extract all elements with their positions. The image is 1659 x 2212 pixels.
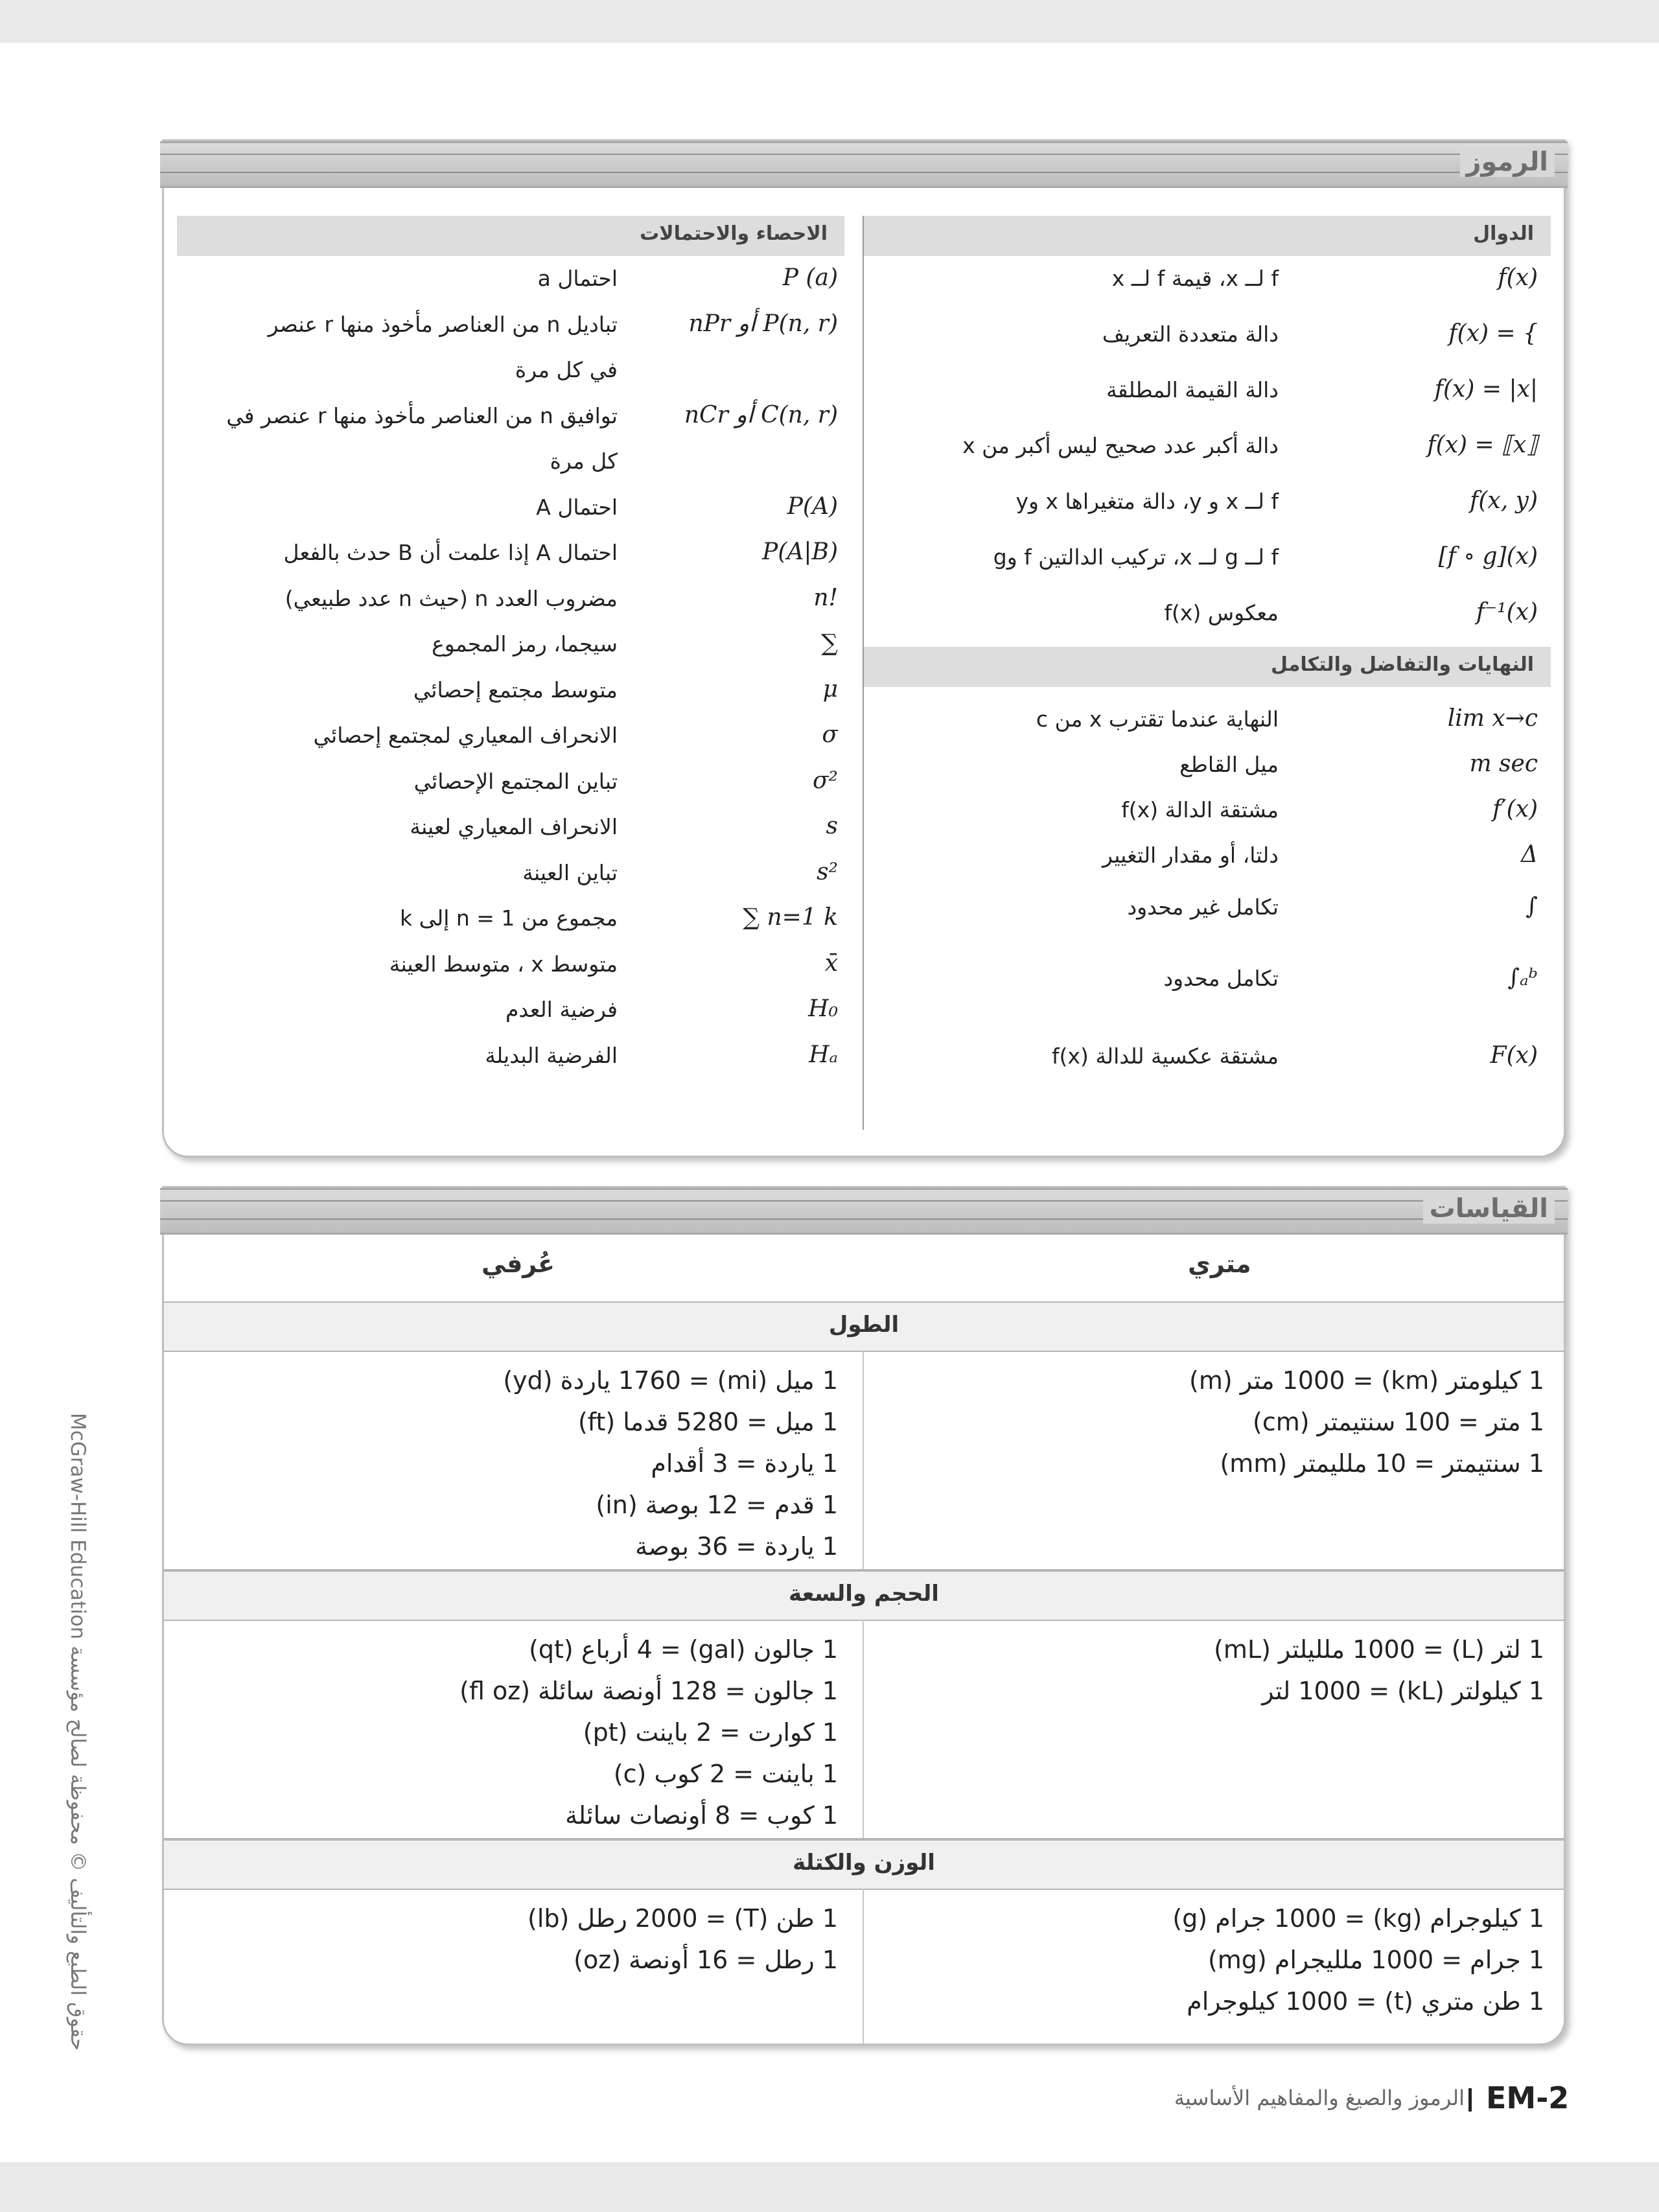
statistics-symbol: s <box>826 813 838 839</box>
calculus-description: دلتا، أو مقدار التغيير <box>1102 843 1279 868</box>
calculus-symbol: F(x) <box>1490 1042 1538 1069</box>
customary-line: 1 كوب = 8 أونصات سائلة <box>565 1801 838 1830</box>
customary-line: 1 ميل (mi) = 1760 ياردة (yd) <box>503 1366 838 1395</box>
statistics-description: الانحراف المعياري لعينة <box>410 814 618 839</box>
customary-line: 1 ياردة = 3 أقدام <box>651 1449 838 1478</box>
function-symbol: f(x) = ⟦x⟧ <box>1427 432 1538 458</box>
metric-line: 1 كيلوجرام (kg) = 1000 جرام (g) <box>1172 1904 1544 1933</box>
statistics-description: الانحراف المعياري لمجتمع إحصائي <box>313 723 618 748</box>
measure-section-band <box>164 1570 1564 1621</box>
measure-section-band <box>164 1839 1564 1890</box>
calculus-symbol: Δ <box>1521 841 1538 868</box>
statistics-description: توافيق n من العناصر مأخوذ منها r عنصر في <box>226 402 618 428</box>
function-description: دالة القيمة المطلقة <box>1106 377 1279 402</box>
statistics-description: فرضية العدم <box>505 997 618 1022</box>
calculus-description: النهاية عندما تقترب x من c <box>1036 706 1279 732</box>
calculus-description: تكامل غير محدود <box>1127 894 1279 920</box>
statistics-description: في كل مرة <box>515 357 618 382</box>
statistics-symbol: P (a) <box>782 264 838 291</box>
copyright-side-text: McGraw-Hill Education حقوق الطبع والتأليف © محفوظة لصالح مؤسسة <box>66 1413 89 2051</box>
statistics-symbol: ∑ n=1 k <box>743 904 838 931</box>
measures-title: القياسات <box>1423 1194 1555 1224</box>
metric-heading: متري <box>1188 1250 1251 1278</box>
customary-line: 1 قدم = 12 بوصة (in) <box>596 1491 838 1519</box>
statistics-symbol: σ <box>822 721 838 748</box>
measures-title-bar <box>160 1188 1568 1235</box>
calculus-description: ميل القاطع <box>1179 752 1279 777</box>
function-symbol: [f ∘ g](x) <box>1438 543 1538 570</box>
calculus-description: مشتقة الدالة f(x) <box>1121 797 1279 822</box>
measure-column-divider <box>863 1889 864 2044</box>
statistics-description: تباين المجتمع الإحصائي <box>413 768 618 794</box>
statistics-symbol: Hₐ <box>809 1041 838 1068</box>
footer-title: الرموز والصيغ والمفاهيم الأساسية <box>1174 2086 1465 2110</box>
statistics-description: احتمال A <box>536 494 618 520</box>
statistics-symbol: ∑ <box>821 630 838 657</box>
statistics-symbol: P(A|B) <box>762 539 838 565</box>
footer-separator <box>1468 2088 1472 2112</box>
customary-line: 1 طن (T) = 2000 رطل (lb) <box>528 1904 838 1933</box>
metric-line: 1 كيلومتر (km) = 1000 متر (m) <box>1189 1366 1544 1395</box>
statistics-description: سيجما، رمز المجموع <box>432 631 618 657</box>
function-description: f لــ x و y، دالة متغيراها x وy <box>1015 489 1279 514</box>
function-symbol: f(x) = |x| <box>1434 376 1538 402</box>
customary-line: 1 باينت = 2 كوب (c) <box>613 1760 838 1788</box>
function-description: f لــ x، قيمة f لــ x <box>1111 266 1279 291</box>
measure-section-name: الوزن والكتلة <box>793 1850 935 1876</box>
calculus-symbol: f′(x) <box>1492 796 1538 822</box>
customary-line: 1 جالون (gal) = 4 أرباع (qt) <box>529 1635 838 1664</box>
statistics-description: مضروب العدد n (حيث n عدد طبيعي) <box>284 585 618 611</box>
statistics-symbol: H₀ <box>808 995 838 1022</box>
statistics-description: الفرضية البديلة <box>485 1042 618 1068</box>
statistics-description: كل مرة <box>550 448 618 474</box>
symbols-panel <box>162 139 1566 1158</box>
symbols-title-bar <box>160 141 1568 188</box>
statistics-description: متوسط مجتمع إحصائي <box>413 677 618 703</box>
statistics-symbol: n! <box>813 584 838 611</box>
function-symbol: f⁻¹(x) <box>1476 599 1538 625</box>
calculus-symbol: m sec <box>1469 751 1538 777</box>
metric-line: 1 سنتيمتر = 10 ملليمتر (mm) <box>1220 1449 1544 1478</box>
statistics-description: متوسط x ، متوسط العينة <box>389 951 618 977</box>
statistics-heading-band <box>177 216 844 256</box>
statistics-description: احتمال a <box>537 266 618 291</box>
measure-section-name: الطول <box>828 1312 899 1338</box>
function-description: f لــ g لــ x، تركيب الدالتين f وg <box>993 544 1279 570</box>
functions-heading: الدوال <box>1473 222 1534 245</box>
statistics-description: تباين العينة <box>522 859 618 885</box>
measure-column-divider <box>863 1620 864 1840</box>
metric-line: 1 متر = 100 سنتيمتر (cm) <box>1253 1408 1544 1436</box>
customary-line: 1 ميل = 5280 قدما (ft) <box>577 1408 838 1436</box>
statistics-symbol: σ² <box>812 767 838 794</box>
metric-line: 1 لتر (L) = 1000 ملليلتر (mL) <box>1214 1635 1544 1664</box>
statistics-symbol: s² <box>817 858 838 885</box>
function-description: معكوس f(x) <box>1164 600 1279 625</box>
function-description: دالة متعددة التعريف <box>1102 321 1279 347</box>
calculus-heading: النهايات والتفاضل والتكامل <box>1271 653 1534 676</box>
symbols-title: الرموز <box>1460 147 1555 177</box>
measure-column-divider <box>863 1351 864 1571</box>
statistics-symbol: P(A) <box>787 493 838 520</box>
statistics-symbol: nCr أو C(n, r) <box>684 401 838 428</box>
calculus-symbol: ∫ₐᵇ <box>1507 964 1538 991</box>
statistics-symbol: μ <box>822 675 838 703</box>
metric-line: 1 طن متري (t) = 1000 كيلوجرام <box>1187 1987 1544 2016</box>
calculus-symbol: lim x→c <box>1447 705 1538 732</box>
functions-heading-band <box>864 216 1551 256</box>
metric-line: 1 كيلولتر (kL) = 1000 لتر <box>1262 1677 1544 1705</box>
statistics-description: احتمال A إذا علمت أن B حدث بالفعل <box>283 540 618 565</box>
calculus-description: تكامل محدود <box>1163 966 1279 991</box>
customary-line: 1 ياردة = 36 بوصة <box>635 1532 838 1561</box>
function-symbol: f(x) = { <box>1448 320 1538 347</box>
metric-line: 1 جرام = 1000 ملليجرام (mg) <box>1207 1946 1544 1974</box>
footer-page-number: EM-2 <box>1486 2080 1570 2115</box>
customary-line: 1 جالون = 128 أونصة سائلة (fl oz) <box>459 1677 838 1705</box>
measures-panel <box>162 1186 1566 2045</box>
customary-line: 1 كوارت = 2 باينت (pt) <box>583 1718 838 1747</box>
statistics-symbol: x̄ <box>824 949 838 977</box>
statistics-heading: الاحصاء والاحتمالات <box>640 222 828 245</box>
calculus-heading-band <box>864 647 1551 687</box>
column-divider <box>863 216 864 1130</box>
customary-heading: عُرفي <box>481 1250 555 1278</box>
calculus-description: مشتقة عكسية للدالة f(x) <box>1051 1043 1279 1069</box>
measure-section-name: الحجم والسعة <box>789 1581 939 1607</box>
function-description: دالة أكبر عدد صحيح ليس أكبر من x <box>962 433 1279 458</box>
calculus-symbol: ∫ <box>1526 893 1538 920</box>
function-symbol: f(x) <box>1498 264 1538 291</box>
function-symbol: f(x, y) <box>1470 487 1538 514</box>
statistics-description: مجموع من n = 1 إلى k <box>400 905 618 931</box>
customary-line: 1 رطل = 16 أونصة (oz) <box>574 1946 838 1974</box>
statistics-description: تباديل n من العناصر مأخوذ منها r عنصر <box>268 311 618 337</box>
statistics-symbol: nPr أو P(n, r) <box>688 310 838 337</box>
measure-section-band <box>164 1301 1564 1352</box>
